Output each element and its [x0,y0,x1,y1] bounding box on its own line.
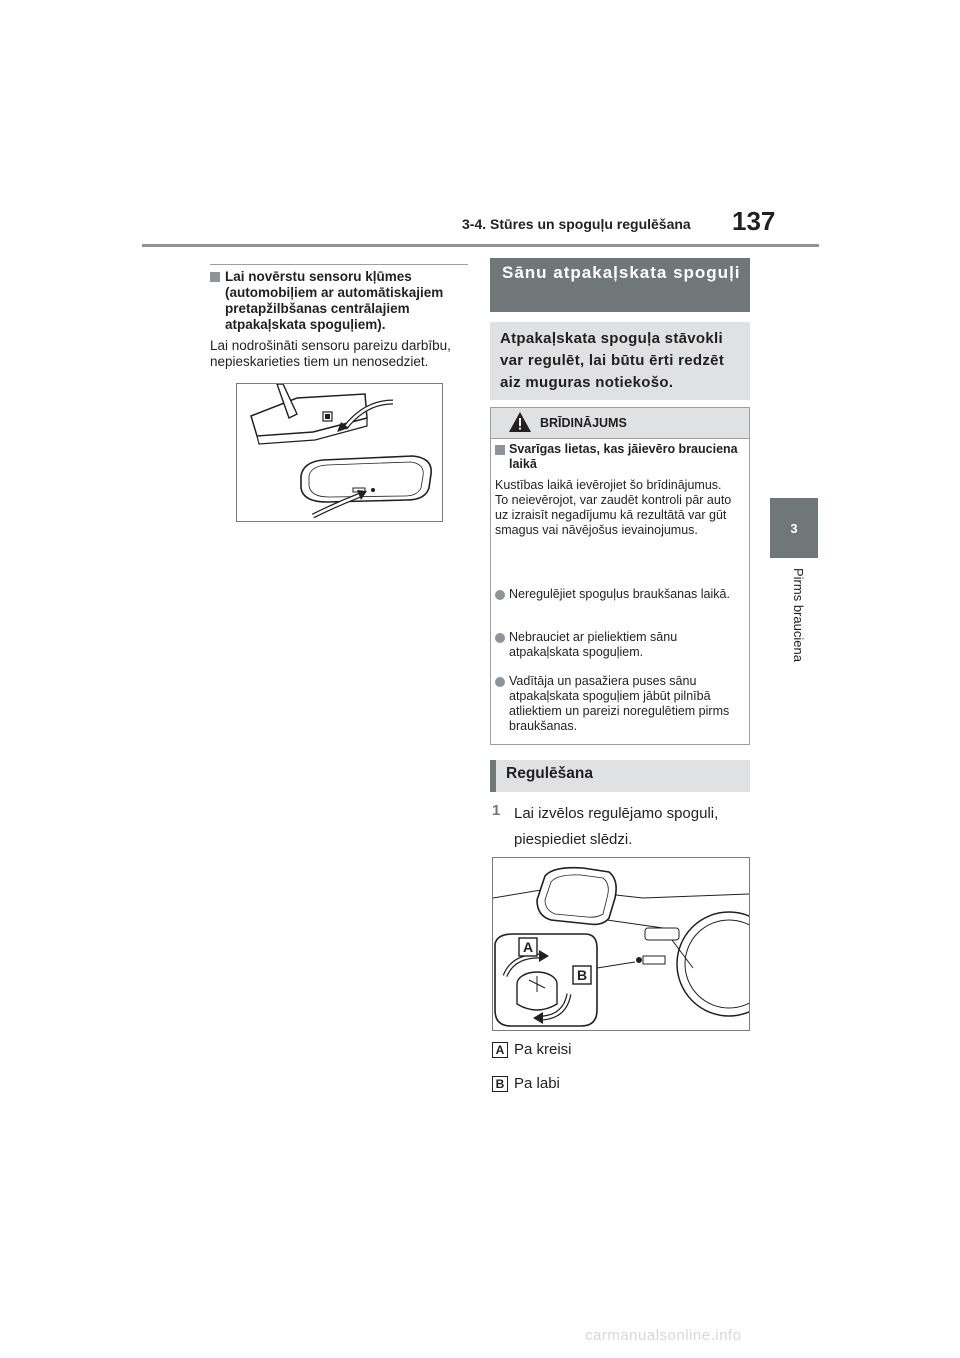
bullet-dot-icon [495,677,505,687]
chapter-tab [770,498,818,558]
step-number: 1 [492,802,501,819]
legend-text-b: Pa labi [514,1075,560,1092]
warning-item [495,674,743,734]
legend-text-a: Pa kreisi [514,1041,572,1058]
warning-item [495,587,743,602]
header-rule [142,244,819,247]
step-text: Lai izvēlos regulējamo spoguli, piespiediet slēdzi. [514,805,719,848]
mirror-switch-illustration [492,857,750,1031]
warning-item-text: Nebrauciet ar pieliektiem sānu atpakaļskata spoguļiem. [509,630,678,659]
warning-item-text: Vadītāja un pasažiera puses sānu atpakaļskata spoguļiem jābūt pilnībā atliektiem un pareizi noregulētiem pirms braukšanas. [509,674,730,733]
left-body: Lai nodrošināti sensoru pareizu darbību, nepieskarieties tiem un nenosedziet. [210,338,451,369]
left-rule [210,264,468,265]
adjustment-banner: Regulēšana [490,760,750,792]
side-mirrors-banner: Sānu atpakaļskata spoguļi [490,258,750,312]
legend-key-b: B [492,1076,508,1092]
footer-watermark: carmanualsonline.info [585,1327,742,1344]
section-title: 3-4. Stūres un spoguļu regulēšana [462,216,691,232]
legend-key-a: A [492,1042,508,1058]
chapter-label: Pirms brauciena [791,568,806,662]
warning-item-text: Neregulējiet spoguļus braukšanas laikā. [509,587,730,601]
warning-subheading-text: Svarīgas lietas, kas jāievēro brauciena laikā [509,442,738,471]
warning-title: BRĪDINĀJUMS [540,416,627,430]
figure-label-b: B [576,967,588,983]
warning-subheading [495,442,745,472]
figure-label-a: A [522,939,534,955]
square-bullet-icon [495,445,505,455]
page-number: 137 [732,206,776,236]
chapter-number: 3 [790,520,798,536]
warning-paragraph: Kustības laikā ievērojiet šo brīdinājumus. To neievērojot, var zaudēt kontroli pār auto uz izraisīt negadījumu kā rezultātā var gūt smagus vai nāvējošus ievainojumus. [495,478,732,537]
warning-triangle-icon [508,411,532,433]
square-bullet-icon [210,272,220,282]
mirror-switch-drawing [493,858,749,1030]
left-heading-text: Lai novērstu sensoru kļūmes (automobiļiem ar automātiskajiem pretapžilbšanas centrālajiem atpakaļskata spoguļiem). [225,269,444,332]
bullet-dot-icon [495,633,505,643]
rearview-mirror-illustration [236,383,443,522]
warning-item [495,630,743,660]
rearview-mirror-drawing [237,384,442,521]
left-heading [210,269,472,333]
intro-text: Atpakaļskata spoguļa stāvokli var regulēt, lai būtu ērti redzēt aiz muguras notiekošo. [490,322,750,400]
bullet-dot-icon [495,590,505,600]
